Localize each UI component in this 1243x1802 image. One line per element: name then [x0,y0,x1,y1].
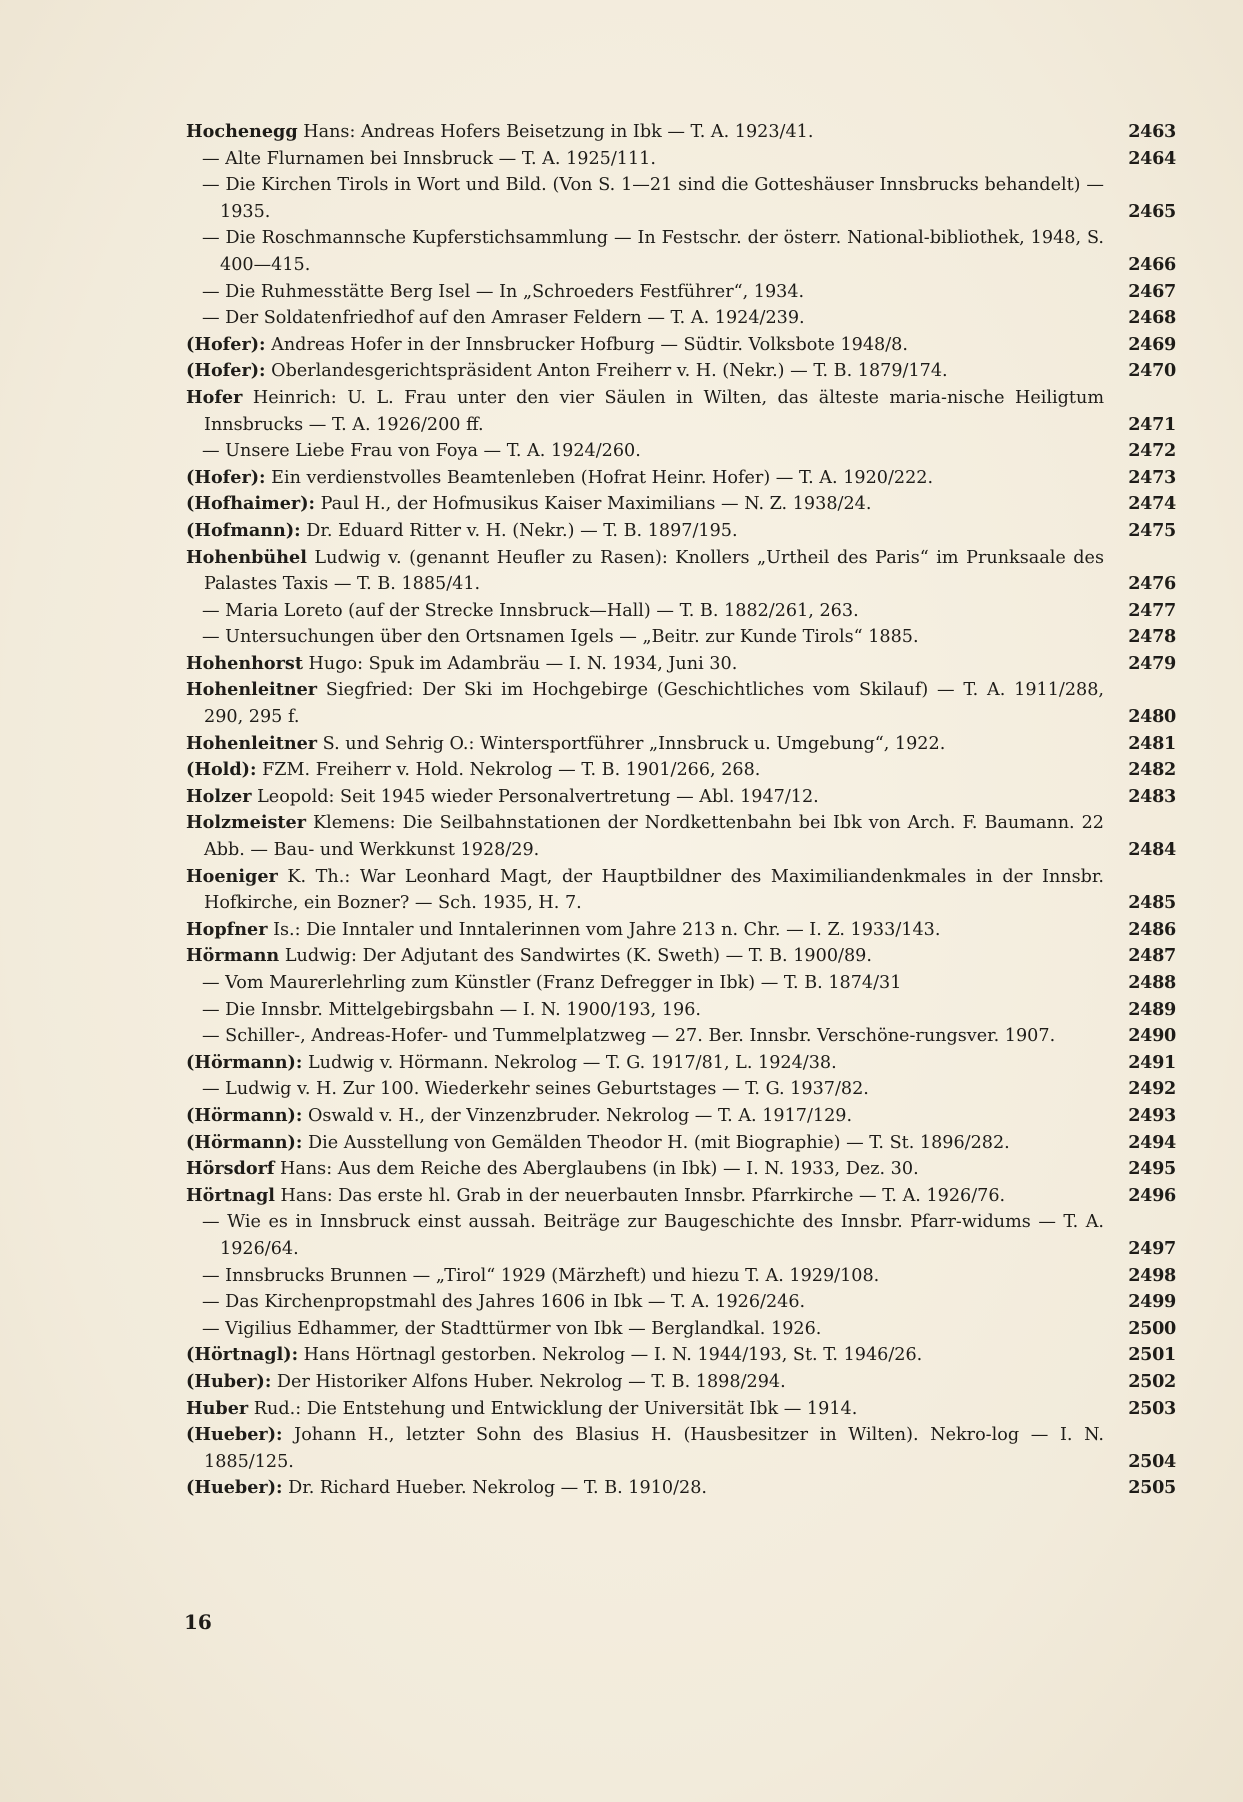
entry-number: 2483 [1128,785,1176,807]
entry-number: 2499 [1128,1291,1176,1313]
entry-number: 2487 [1128,945,1176,967]
bibliography-entry [186,1342,1176,1369]
entry-text: Dr. Eduard Ritter v. H. (Nekr.) — T. B. 1897/195. [300,520,738,541]
entry-text: — Der Soldatenfriedhof auf den Amraser Feldern — T. A. 1924/239. [202,308,805,329]
entry-number: 2494 [1128,1131,1176,1153]
entry-text: — Innsbrucks Brunnen — „Tirol“ 1929 (Märzheft) und hiezu T. A. 1929/108. [202,1265,880,1286]
bibliography-entry [186,1130,1176,1157]
bibliography-entry [186,1076,1176,1103]
entry-number: 2471 [1128,413,1176,435]
entry-author: Hörmann [186,945,280,967]
bibliography-entry [186,943,1176,970]
entry-text: — Die Kirchen Tirols in Wort und Bild. (Von S. 1—21 sind die Gotteshäuser Innsbrucks behandelt) — 1935. [202,175,1104,222]
entry-author: (Hueber): [186,1477,283,1499]
entry-number: 2496 [1128,1184,1176,1206]
entry-text: Klemens: Die Seilbahnstationen der Nordkettenbahn bei Ibk von Arch. F. Baumann. 22 Abb. — Bau- und Werkkunst 1928/29. [204,813,1104,861]
entry-text: Andreas Hofer in der Innsbrucker Hofburg — Südtir. Volksbote 1948/8. [265,334,908,355]
entry-author: Hörsdorf [186,1158,275,1180]
entry-number: 2495 [1128,1158,1176,1180]
entry-number: 2469 [1128,333,1176,355]
entry-author: (Huber): [186,1370,272,1392]
bibliography-entry [186,651,1176,678]
entry-number: 2481 [1128,732,1176,754]
bibliography-entry [186,332,1176,359]
bibliography-entry [186,1103,1176,1130]
entry-author: Hohenleitner [186,732,318,754]
entry-text: Dr. Richard Hueber. Nekrolog — T. B. 1910/28. [282,1478,707,1499]
entry-author: Huber [186,1397,249,1419]
entry-text: — Das Kirchenpropstmahl des Jahres 1606 in Ibk — T. A. 1926/246. [202,1292,806,1313]
bibliography-entry [186,784,1176,811]
bibliography-entry [186,146,1176,173]
entry-author: Holzmeister [186,812,307,834]
bibliography-entry [186,731,1176,758]
entry-text: Oswald v. H., der Vinzenzbruder. Nekrolog — T. A. 1917/129. [302,1105,853,1126]
entry-author: Hohenhorst [186,652,303,674]
entry-author: (Hold): [186,759,257,781]
entry-text: S. und Sehrig O.: Wintersportführer „Innsbruck u. Umgebung“, 1922. [317,733,946,754]
entry-author: (Hörmann): [186,1104,303,1126]
entry-number: 2467 [1128,280,1176,302]
page-number: 16 [184,1610,212,1634]
bibliography-entry [186,864,1176,917]
entry-author: Holzer [186,785,252,807]
entry-text: Ludwig v. (genannt Heufler zu Rasen): Knollers „Urtheil des Paris“ im Prunksaale des Palastes Taxis — T. B. 1885/41. [204,547,1104,595]
entry-text: — Die Ruhmesstätte Berg Isel — In „Schroeders Festführer“, 1934. [202,281,805,302]
bibliography-entry [186,1316,1176,1343]
entry-author: Hohenbühel [186,546,307,568]
bibliography-entry [186,1209,1176,1262]
entry-number: 2470 [1128,360,1176,382]
entry-number: 2489 [1128,998,1176,1020]
entry-text: — Alte Flurnamen bei Innsbruck — T. A. 1925/111. [202,148,656,169]
entry-author: (Hofer): [186,466,266,488]
entry-author: (Hörmann): [186,1051,303,1073]
entry-number: 2497 [1128,1237,1176,1259]
entry-number: 2482 [1128,759,1176,781]
bibliography-entry [186,438,1176,465]
entry-number: 2491 [1128,1051,1176,1073]
bibliography-entry [186,545,1176,598]
bibliography-entry [186,624,1176,651]
entry-text: Der Historiker Alfons Huber. Nekrolog — T. B. 1898/294. [271,1371,786,1392]
entry-text: — Die Innsbr. Mittelgebirgsbahn — I. N. 1900/193, 196. [202,999,701,1020]
entry-author: Hochenegg [186,121,298,142]
entry-text: Hans: Aus dem Reiche des Aberglaubens (in Ibk) — I. N. 1933, Dez. 30. [274,1159,919,1180]
entry-author: (Hofhaimer): [186,493,316,515]
entry-text: Ludwig v. Hörmann. Nekrolog — T. G. 1917/81, L. 1924/38. [302,1052,837,1073]
bibliography-entry [186,1289,1176,1316]
bibliography-entry [186,491,1176,518]
entry-text: Hans Hörtnagl gestorben. Nekrolog — I. N. 1944/193, St. T. 1946/26. [298,1345,923,1366]
entry-text: Ludwig: Der Adjutant des Sandwirtes (K. Sweth) — T. B. 1900/89. [279,946,872,967]
entry-number: 2474 [1128,493,1176,515]
entry-number: 2502 [1128,1370,1176,1392]
entry-author: (Hörtnagl): [186,1344,299,1366]
entry-number: 2478 [1128,626,1176,648]
entry-text: FZM. Freiherr v. Hold. Nekrolog — T. B. 1901/266, 268. [256,760,761,781]
entry-number: 2476 [1128,573,1176,595]
entry-number: 2504 [1128,1450,1176,1472]
entry-author: Hoeniger [186,865,278,887]
entry-text: — Wie es in Innsbruck einst aussah. Beiträge zur Baugeschichte des Innsbr. Pfarr-widums — T. A. 1926/64. [202,1212,1104,1259]
entry-author: (Hofer): [186,333,266,355]
bibliography-entry [186,225,1176,278]
entry-author: Hofer [186,386,243,408]
entry-number: 2503 [1128,1397,1176,1419]
entry-number: 2472 [1128,440,1176,462]
entry-number: 2485 [1128,892,1176,914]
bibliography-entry [186,305,1176,332]
bibliography-entry [186,810,1176,863]
bibliography-entry [186,1156,1176,1183]
entry-number: 2466 [1128,253,1176,275]
bibliography-entry [186,1183,1176,1210]
bibliography-entry [186,997,1176,1024]
entry-number: 2465 [1128,200,1176,222]
entry-author: Hohenleitner [186,679,318,701]
entry-text: — Untersuchungen über den Ortsnamen Igels — „Beitr. zur Kunde Tirols“ 1885. [202,627,919,648]
entry-number: 2500 [1128,1317,1176,1339]
entry-number: 2464 [1128,147,1176,169]
entry-number: 2463 [1128,121,1176,142]
bibliography-entry [186,598,1176,625]
entry-text: — Schiller-, Andreas-Hofer- und Tummelplatzweg — 27. Ber. Innsbr. Verschöne-rungsver. 1907. [202,1026,1056,1047]
entry-text: — Vom Maurerlehrling zum Künstler (Franz Defregger in Ibk) — T. B. 1874/31 [202,973,902,993]
entry-text: — Maria Loreto (auf der Strecke Innsbruck—Hall) — T. B. 1882/261, 263. [202,600,859,621]
entry-number: 2501 [1128,1344,1176,1366]
entry-text: — Ludwig v. H. Zur 100. Wiederkehr seines Geburtstages — T. G. 1937/82. [202,1079,869,1100]
entry-number: 2468 [1128,307,1176,329]
bibliography-entry [186,677,1176,730]
entry-text: Leopold: Seit 1945 wieder Personalvertretung — Abl. 1947/12. [251,786,819,807]
bibliography-entry [186,119,1176,146]
entry-text: — Unsere Liebe Frau von Foya — T. A. 1924/260. [202,441,641,462]
bibliography-entry [186,358,1176,385]
entry-number: 2484 [1128,839,1176,861]
entry-text: Hans: Andreas Hofers Beisetzung in Ibk — T. A. 1923/41. [297,122,814,142]
entry-author: (Hofmann): [186,519,301,541]
entry-number: 2492 [1128,1078,1176,1100]
entry-number: 2473 [1128,466,1176,488]
entry-text: Is.: Die Inntaler und Inntalerinnen vom Jahre 213 n. Chr. — I. Z. 1933/143. [267,919,941,940]
entry-text: — Vigilius Edhammer, der Stadttürmer von Ibk — Berglandkal. 1926. [202,1318,822,1339]
entry-text: Siegfried: Der Ski im Hochgebirge (Geschichtliches vom Skilauf) — T. A. 1911/288, 290, 295 f. [204,680,1104,728]
entry-text: K. Th.: War Leonhard Magt, der Hauptbildner des Maximiliandenkmales in der Innsbr. Hofkirche, ein Bozner? — Sch. 1935, H. 7. [204,866,1104,914]
bibliography-entry [186,757,1176,784]
entry-number: 2498 [1128,1264,1176,1286]
entry-text: Johann H., letzter Sohn des Blasius H. (Hausbesitzer in Wilten). Nekro-log — I. N. 1885/125. [204,1425,1104,1472]
bibliography-entry [186,1023,1176,1050]
bibliography-entry [186,1422,1176,1475]
bibliography-entry [186,465,1176,492]
entry-author: (Hörmann): [186,1131,303,1153]
entry-text: Rud.: Die Entstehung und Entwicklung der Universität Ibk — 1914. [248,1398,858,1419]
bibliography-entry [186,1369,1176,1396]
bibliography-entry [186,1396,1176,1423]
bibliography-entry [186,1050,1176,1077]
entry-author: Hörtnagl [186,1184,275,1206]
entry-text: Hugo: Spuk im Adambräu — I. N. 1934, Juni 30. [302,653,738,674]
entry-text: Ein verdienstvolles Beamtenleben (Hofrat Heinr. Hofer) — T. A. 1920/222. [265,467,934,488]
entry-text: Paul H., der Hofmusikus Kaiser Maximilians — N. Z. 1938/24. [315,494,872,515]
entry-text: Heinrich: U. L. Frau unter den vier Säulen in Wilten, das älteste maria-nische Heiligtum Innsbrucks — T. A. 1926/200 ff. [204,387,1104,435]
entry-text: — Die Roschmannsche Kupferstichsammlung — In Festschr. der österr. National-bibliothek, 1948, S. 400—415. [202,228,1104,275]
bibliography-entry [186,1263,1176,1290]
bibliography-list [186,119,1176,1502]
entry-number: 2505 [1128,1477,1176,1499]
entry-number: 2490 [1128,1025,1176,1047]
bibliography-entry [186,385,1176,438]
bibliography-entry [186,970,1176,997]
entry-number: 2475 [1128,519,1176,541]
entry-number: 2493 [1128,1104,1176,1126]
entry-number: 2480 [1128,706,1176,728]
bibliography-entry [186,172,1176,225]
entry-author: Hopfner [186,918,268,940]
bibliography-entry [186,917,1176,944]
bibliography-entry [186,279,1176,306]
entry-number: 2486 [1128,918,1176,940]
entry-author: (Hueber): [186,1424,283,1446]
entry-author: (Hofer): [186,360,266,382]
entry-text: Hans: Das erste hl. Grab in der neuerbauten Innsbr. Pfarrkirche — T. A. 1926/76. [274,1185,1006,1206]
bibliography-entry [186,1475,1176,1502]
entry-text: Oberlandesgerichtspräsident Anton Freiherr v. H. (Nekr.) — T. B. 1879/174. [265,361,948,382]
entry-text: Die Ausstellung von Gemälden Theodor H. (mit Biographie) — T. St. 1896/282. [302,1132,1010,1153]
entry-number: 2477 [1128,599,1176,621]
entry-number: 2479 [1128,652,1176,674]
bibliography-entry [186,518,1176,545]
entry-number: 2488 [1128,972,1176,993]
